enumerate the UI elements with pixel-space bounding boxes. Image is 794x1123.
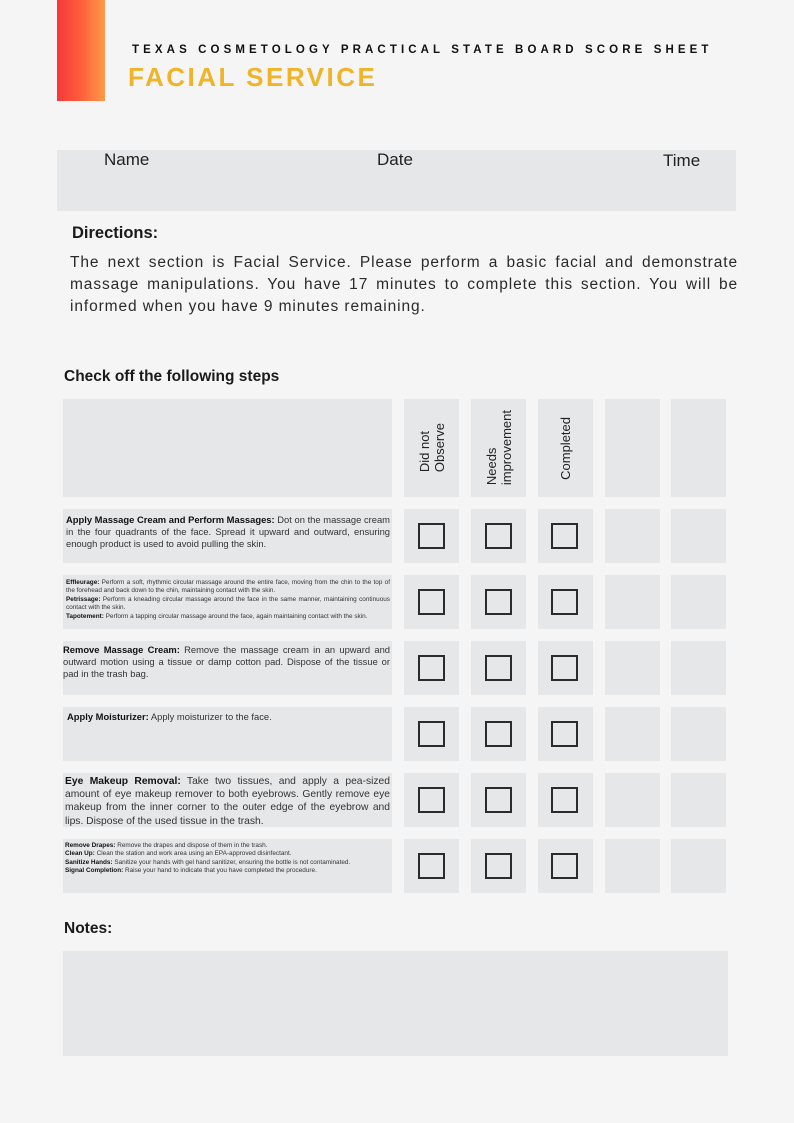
step-item-title: Apply Massage Cream and Perform Massages: [66, 514, 275, 525]
did-not-observe-checkbox[interactable] [418, 721, 445, 747]
step-item-title: Apply Moisturizer: [67, 711, 149, 722]
date-label: Date [377, 150, 413, 169]
step-item [66, 579, 390, 596]
step-item-title: Tapotement: [66, 612, 104, 620]
completed-checkbox[interactable] [551, 589, 578, 615]
step-item-text: Perform a tapping circular massage around the face, again maintaining contact with the skin. [103, 612, 368, 620]
directions-body: The next section is Facial Service. Please perform a basic facial and demonstrate massage manipulations. You have 17 minutes to complete this section. You will be informed when you have 9 minutes remaining. [70, 254, 738, 315]
step-item-text: Perform a kneading circular massage around the face in the same manner, maintaining continuous contact with the skin. [66, 595, 390, 612]
checklist-title: Check off the following steps [64, 368, 280, 385]
step-item [66, 596, 390, 613]
column-header-label: Needs improvement [483, 410, 514, 486]
step-item [65, 867, 390, 875]
notes-title: Notes: [64, 920, 113, 937]
score-cell [671, 575, 726, 629]
step-item [65, 850, 390, 858]
step-item [67, 711, 390, 723]
score-cell [605, 839, 660, 893]
step-item [65, 775, 390, 827]
step-item-title: Effleurage: [66, 579, 100, 586]
time-label: Time [663, 151, 701, 170]
accent-bar [57, 0, 105, 101]
score-cell [671, 641, 726, 695]
needs-improvement-checkbox[interactable] [485, 523, 512, 549]
score-cell [605, 707, 660, 761]
step-item-text: Take two tissues, and apply a pea-sized amount of eye makeup remover to both eyebrows. Gently remove eye makeup from the inner corner to the outer edge of the eyebrow and lips. Dispose of the used tissue in the trash. [65, 776, 390, 827]
score-cell [605, 773, 660, 827]
needs-improvement-checkbox[interactable] [485, 853, 512, 879]
score-cell [671, 839, 726, 893]
score-cell [605, 509, 660, 563]
column-header [538, 399, 593, 497]
column-header-label: Completed [558, 416, 573, 480]
completed-checkbox[interactable] [551, 853, 578, 879]
completed-checkbox[interactable] [551, 655, 578, 681]
step-item-title: Clean Up: [65, 850, 95, 858]
completed-checkbox[interactable] [551, 721, 578, 747]
needs-improvement-checkbox[interactable] [485, 655, 512, 681]
name-label: Name [104, 150, 150, 169]
document-kicker: TEXAS COSMETOLOGY PRACTICAL STATE BOARD SCORE SHEET [132, 44, 713, 56]
step-text [67, 711, 390, 761]
step-item [63, 644, 390, 681]
step-item-text: Remove the massage cream in an upward and outward motion using a tissue or damp cotton pad. Dispose of the tissue or pad in the trash bag. [63, 644, 390, 680]
column-header [605, 399, 660, 497]
step-item-text: Sanitize your hands with gel hand sanitizer, ensuring the bottle is not contaminated. [112, 858, 351, 866]
completed-checkbox[interactable] [551, 523, 578, 549]
did-not-observe-checkbox[interactable] [418, 523, 445, 549]
info-band [57, 150, 736, 211]
step-item-title: Signal Completion: [65, 867, 124, 875]
directions-title: Directions: [72, 224, 159, 242]
header-description-cell [63, 399, 392, 497]
step-text [66, 579, 390, 629]
step-item [66, 514, 390, 551]
step-item-text: Raise your hand to indicate that you have completed the procedure. [123, 867, 317, 875]
step-item [66, 613, 390, 621]
did-not-observe-checkbox[interactable] [418, 853, 445, 879]
column-header [671, 399, 726, 497]
step-text [65, 842, 390, 893]
score-cell [605, 641, 660, 695]
column-header-label: Did not Observe [416, 423, 447, 473]
score-cell [671, 773, 726, 827]
step-item-title: Eye Makeup Removal: [65, 776, 181, 787]
step-item-text: Clean the station and work area using an EPA-approved disinfectant. [94, 850, 292, 858]
step-item-text: Perform a soft, rhythmic circular massage around the entire face, moving from the chin to the top of the forehead and back down to the chin, maintaining contact with the skin. [66, 579, 390, 595]
did-not-observe-checkbox[interactable] [418, 589, 445, 615]
step-text [63, 644, 390, 695]
step-item-title: Remove Drapes: [65, 842, 116, 849]
column-header [471, 399, 526, 497]
step-text [66, 514, 390, 563]
score-cell [671, 707, 726, 761]
step-item-title: Remove Massage Cream: [63, 644, 180, 655]
step-text [65, 775, 390, 827]
notes-box[interactable] [63, 951, 728, 1056]
step-item [65, 859, 390, 867]
did-not-observe-checkbox[interactable] [418, 787, 445, 813]
step-item-text: Apply moisturizer to the face. [148, 711, 272, 722]
step-item-title: Sanitize Hands: [65, 858, 113, 866]
step-item-text: Dot on the massage cream in the four quadrants of the face. Spread it upward and outward, ensuring enough product is used to avoid pulling the skin. [66, 514, 390, 550]
completed-checkbox[interactable] [551, 787, 578, 813]
needs-improvement-checkbox[interactable] [485, 589, 512, 615]
needs-improvement-checkbox[interactable] [485, 787, 512, 813]
document-title: FACIAL SERVICE [128, 62, 378, 92]
step-item-title: Petrissage: [66, 595, 101, 603]
column-header [404, 399, 459, 497]
did-not-observe-checkbox[interactable] [418, 655, 445, 681]
needs-improvement-checkbox[interactable] [485, 721, 512, 747]
step-item [65, 842, 390, 850]
score-cell [605, 575, 660, 629]
score-cell [671, 509, 726, 563]
step-item-text: Remove the drapes and dispose of them in the trash. [115, 842, 268, 849]
